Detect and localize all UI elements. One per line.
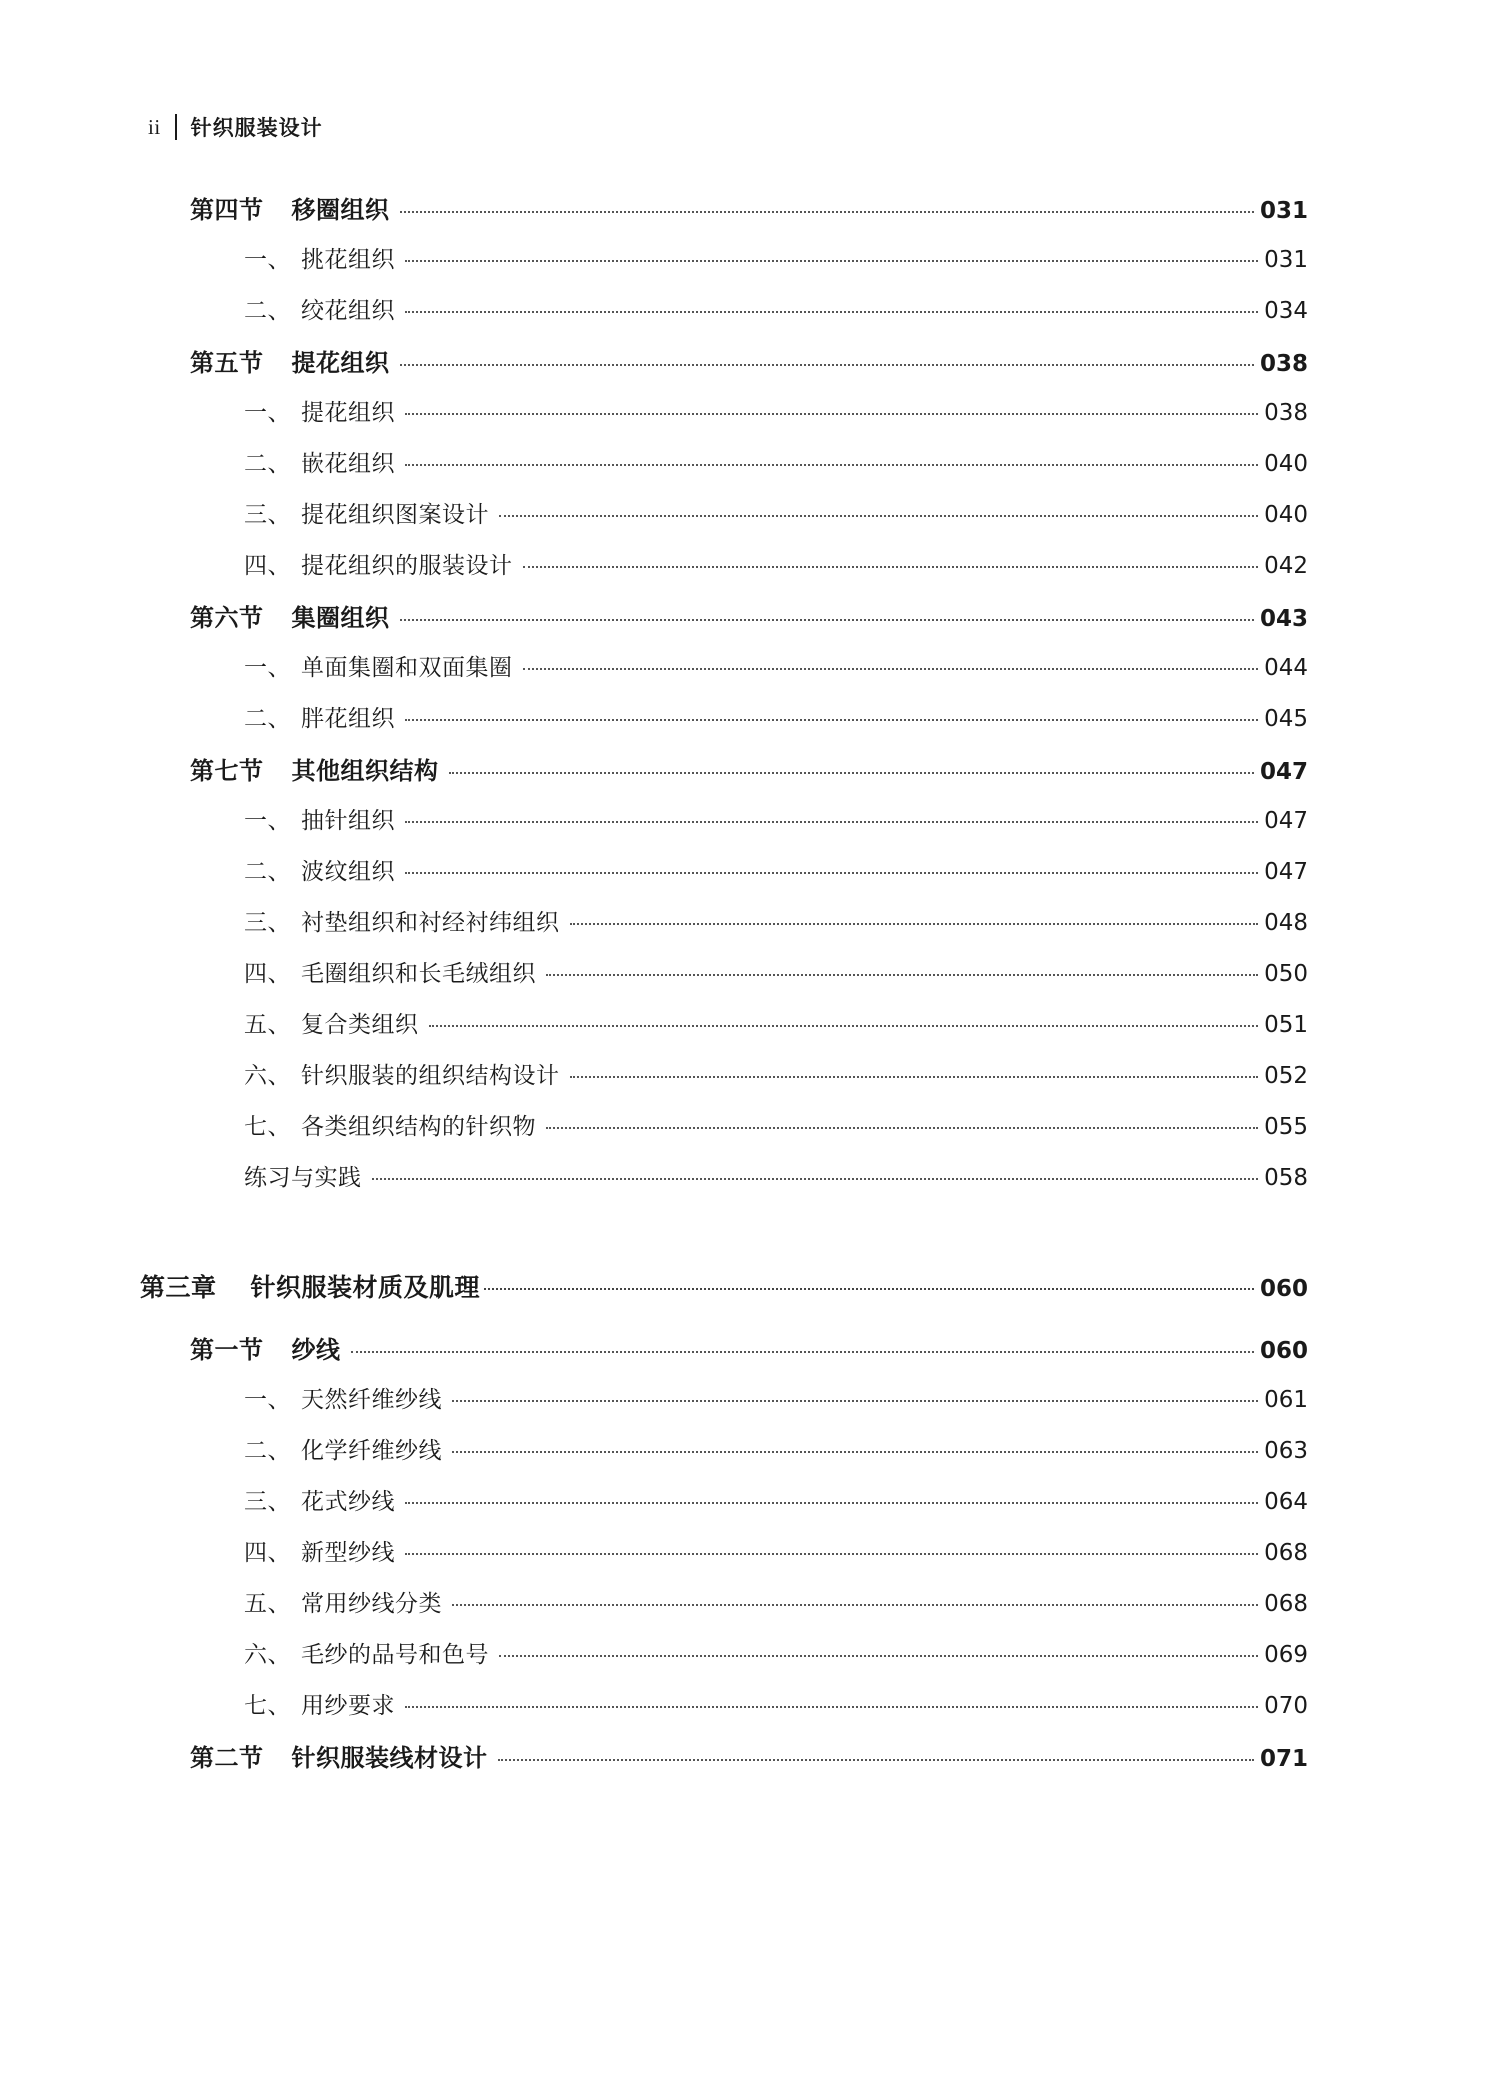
toc-entry-page: 069 [1264, 1642, 1308, 1668]
toc-entry-title: 用纱要求 [301, 1693, 395, 1719]
toc-leader-dots [499, 1655, 1258, 1657]
toc-entry-number: 一、 [244, 247, 291, 273]
toc-entry-number: 四、 [244, 961, 291, 987]
toc-entry-number: 四、 [244, 553, 291, 579]
running-head [148, 112, 323, 142]
toc-entry-page: 070 [1264, 1693, 1308, 1719]
toc-entry-number: 三、 [244, 502, 291, 528]
toc-leader-dots [351, 1351, 1254, 1353]
toc-entry-number: 二、 [244, 859, 291, 885]
toc-leader-dots [405, 260, 1258, 262]
toc-entry[interactable] [0, 343, 1504, 394]
toc-entry-number: 第六节 [190, 604, 264, 632]
toc-leader-dots [449, 772, 1254, 774]
toc-entry-title: 新型纱线 [301, 1540, 395, 1566]
toc-entry-number: 一、 [244, 1387, 291, 1413]
toc-leader-dots [523, 566, 1259, 568]
toc-entry-label [244, 241, 395, 274]
toc-entry-title: 嵌花组织 [301, 451, 395, 477]
toc-entry[interactable] [0, 445, 1504, 496]
toc-leader-dots [405, 719, 1258, 721]
toc-leader-dots [405, 821, 1258, 823]
toc-entry-title: 衬垫组织和衬经衬纬组织 [301, 910, 560, 936]
toc-entry[interactable] [0, 802, 1504, 853]
toc-entry[interactable] [0, 1738, 1504, 1789]
toc-entry-label [244, 292, 395, 325]
toc-entry-title: 提花组织 [291, 349, 390, 377]
toc-leader-dots [372, 1178, 1259, 1180]
toc-leader-dots [405, 1502, 1258, 1504]
toc-leader-dots [484, 1288, 1254, 1290]
toc-entry-label [244, 1483, 395, 1516]
toc-entry-page: 061 [1264, 1387, 1308, 1413]
header-divider [175, 114, 177, 140]
toc-entry-label [190, 1330, 341, 1365]
toc-leader-dots [405, 464, 1258, 466]
toc-entry[interactable] [0, 1330, 1504, 1381]
toc-entry-number: 二、 [244, 706, 291, 732]
toc-entry-page: 040 [1264, 502, 1308, 528]
toc-entry-label [244, 955, 536, 988]
toc-leader-dots [498, 1759, 1254, 1761]
toc-leader-dots [452, 1604, 1258, 1606]
toc-entry-label [244, 445, 395, 478]
toc-entry-number: 第七节 [190, 757, 264, 785]
toc-leader-dots [546, 974, 1258, 976]
toc-entry-label [244, 394, 395, 427]
toc-entry-number: 三、 [244, 910, 291, 936]
toc-entry-title: 提花组织图案设计 [301, 502, 489, 528]
toc-entry-page: 044 [1264, 655, 1308, 681]
toc-leader-dots [499, 515, 1258, 517]
toc-entry-page: 031 [1264, 247, 1308, 273]
toc-entry-title: 移圈组织 [291, 196, 390, 224]
toc-spacer [0, 1210, 1504, 1268]
toc-entry-page: 052 [1264, 1063, 1308, 1089]
toc-entry-label [190, 598, 390, 633]
toc-leader-dots [405, 1553, 1258, 1555]
toc-entry-page: 047 [1264, 859, 1308, 885]
toc-entry-label [244, 1006, 419, 1039]
toc-entry-title: 纱线 [291, 1336, 341, 1364]
toc-leader-dots [400, 211, 1254, 213]
toc-entry-label [244, 649, 513, 682]
toc-entry[interactable] [0, 649, 1504, 700]
toc-entry-page: 031 [1259, 198, 1308, 224]
toc-entry-title: 毛纱的品号和色号 [301, 1642, 489, 1668]
toc-entry-title: 挑花组织 [301, 247, 395, 273]
toc-entry-title: 集圈组织 [291, 604, 390, 632]
toc-entry-title: 抽针组织 [301, 808, 395, 834]
toc-entry[interactable] [0, 1534, 1504, 1585]
toc-entry-title: 天然纤维纱线 [301, 1387, 442, 1413]
toc-entry-page: 063 [1264, 1438, 1308, 1464]
toc-entry-title: 花式纱线 [301, 1489, 395, 1515]
toc-entry-page: 050 [1264, 961, 1308, 987]
toc-entry-number: 一、 [244, 808, 291, 834]
toc-entry-title: 提花组织 [301, 400, 395, 426]
book-title: 针织服装设计 [190, 116, 323, 140]
toc-entry[interactable] [0, 547, 1504, 598]
toc-leader-dots [570, 1076, 1259, 1078]
toc-entry-page: 038 [1259, 351, 1308, 377]
toc-entry-label [244, 904, 560, 937]
toc-entry-title: 其他组织结构 [291, 757, 439, 785]
toc-entry-page: 048 [1264, 910, 1308, 936]
toc-leader-dots [570, 923, 1259, 925]
toc-entry-page: 043 [1259, 606, 1308, 632]
toc-leader-dots [400, 619, 1254, 621]
toc-entry-number: 第三章 [140, 1273, 217, 1302]
toc-entry-number: 四、 [244, 1540, 291, 1566]
toc-entry-number: 第四节 [190, 196, 264, 224]
toc-leader-dots [429, 1025, 1259, 1027]
toc-entry-page: 060 [1259, 1276, 1308, 1302]
toc-entry-title: 提花组织的服装设计 [301, 553, 513, 579]
toc-entry[interactable] [0, 1687, 1504, 1738]
toc-entry[interactable] [0, 1268, 1504, 1330]
toc-entry-title: 单面集圈和双面集圈 [301, 655, 513, 681]
toc-entry-label [244, 1687, 395, 1720]
toc-entry[interactable] [0, 496, 1504, 547]
toc-entry-label [140, 1268, 480, 1304]
toc-entry-number: 第五节 [190, 349, 264, 377]
toc-entry-page: 064 [1264, 1489, 1308, 1515]
toc-entry[interactable] [0, 853, 1504, 904]
toc-entry-number: 七、 [244, 1114, 291, 1140]
toc-entry-number: 第二节 [190, 1744, 264, 1772]
toc-entry-page: 040 [1264, 451, 1308, 477]
toc-entry[interactable] [0, 1057, 1504, 1108]
toc-entry-title: 常用纱线分类 [301, 1591, 442, 1617]
toc-entry-title: 绞花组织 [301, 298, 395, 324]
toc-entry-label [244, 496, 489, 529]
toc-entry[interactable] [0, 700, 1504, 751]
table-of-contents [0, 190, 1504, 1789]
toc-leader-dots [523, 668, 1259, 670]
toc-entry-page: 038 [1264, 400, 1308, 426]
toc-entry-label [244, 1534, 395, 1567]
toc-entry-label [190, 1738, 488, 1773]
toc-entry[interactable] [0, 1159, 1504, 1210]
toc-entry-label [244, 700, 395, 733]
toc-entry-page: 058 [1264, 1165, 1308, 1191]
toc-entry[interactable] [0, 1585, 1504, 1636]
toc-entry[interactable] [0, 190, 1504, 241]
toc-entry-label [190, 751, 439, 786]
toc-entry-label [244, 1159, 362, 1192]
toc-entry-title: 针织服装材质及肌理 [250, 1273, 481, 1302]
toc-entry[interactable] [0, 394, 1504, 445]
toc-entry-title: 复合类组织 [301, 1012, 419, 1038]
toc-entry[interactable] [0, 955, 1504, 1006]
toc-leader-dots [400, 364, 1254, 366]
toc-entry-number: 六、 [244, 1642, 291, 1668]
toc-entry[interactable] [0, 1432, 1504, 1483]
toc-entry-label [244, 1585, 442, 1618]
toc-entry[interactable] [0, 1483, 1504, 1534]
toc-entry-label [244, 1108, 536, 1141]
toc-entry-label [244, 802, 395, 835]
toc-entry-title: 练习与实践 [244, 1165, 362, 1191]
toc-entry-page: 034 [1264, 298, 1308, 324]
toc-entry-page: 047 [1259, 759, 1308, 785]
toc-entry[interactable] [0, 1108, 1504, 1159]
toc-entry-page: 071 [1259, 1746, 1308, 1772]
toc-leader-dots [452, 1451, 1258, 1453]
toc-entry[interactable] [0, 1381, 1504, 1432]
toc-entry[interactable] [0, 904, 1504, 955]
toc-entry[interactable] [0, 292, 1504, 343]
toc-entry-title: 化学纤维纱线 [301, 1438, 442, 1464]
toc-entry-label [190, 343, 390, 378]
toc-leader-dots [405, 1706, 1258, 1708]
toc-entry-page: 068 [1264, 1591, 1308, 1617]
toc-entry[interactable] [0, 1636, 1504, 1687]
toc-entry-page: 045 [1264, 706, 1308, 732]
toc-entry-number: 五、 [244, 1012, 291, 1038]
toc-leader-dots [452, 1400, 1258, 1402]
toc-entry-page: 068 [1264, 1540, 1308, 1566]
toc-leader-dots [546, 1127, 1258, 1129]
toc-entry-number: 一、 [244, 655, 291, 681]
toc-entry-number: 六、 [244, 1063, 291, 1089]
toc-entry-label [244, 1381, 442, 1414]
toc-entry-page: 042 [1264, 553, 1308, 579]
toc-entry-label [244, 1057, 560, 1090]
toc-entry-number: 二、 [244, 451, 291, 477]
toc-entry-number: 二、 [244, 298, 291, 324]
toc-entry[interactable] [0, 598, 1504, 649]
toc-entry-number: 五、 [244, 1591, 291, 1617]
toc-entry-page: 051 [1264, 1012, 1308, 1038]
toc-entry-title: 针织服装的组织结构设计 [301, 1063, 560, 1089]
toc-leader-dots [405, 311, 1258, 313]
toc-entry[interactable] [0, 241, 1504, 292]
toc-entry-number: 二、 [244, 1438, 291, 1464]
toc-leader-dots [405, 413, 1258, 415]
toc-entry-label [244, 853, 395, 886]
page-folio: ii [148, 114, 161, 139]
toc-entry-title: 胖花组织 [301, 706, 395, 732]
toc-entry[interactable] [0, 751, 1504, 802]
toc-entry-page: 055 [1264, 1114, 1308, 1140]
toc-entry-page: 047 [1264, 808, 1308, 834]
toc-entry-number: 第一节 [190, 1336, 264, 1364]
toc-entry-label [244, 547, 513, 580]
toc-entry-number: 七、 [244, 1693, 291, 1719]
toc-entry-page: 060 [1259, 1338, 1308, 1364]
toc-entry-number: 三、 [244, 1489, 291, 1515]
toc-entry[interactable] [0, 1006, 1504, 1057]
toc-entry-title: 毛圈组织和长毛绒组织 [301, 961, 536, 987]
toc-entry-number: 一、 [244, 400, 291, 426]
toc-entry-title: 波纹组织 [301, 859, 395, 885]
toc-entry-title: 针织服装线材设计 [291, 1744, 488, 1772]
toc-entry-label [244, 1636, 489, 1669]
toc-entry-label [244, 1432, 442, 1465]
toc-entry-title: 各类组织结构的针织物 [301, 1114, 536, 1140]
toc-leader-dots [405, 872, 1258, 874]
toc-entry-label [190, 190, 390, 225]
